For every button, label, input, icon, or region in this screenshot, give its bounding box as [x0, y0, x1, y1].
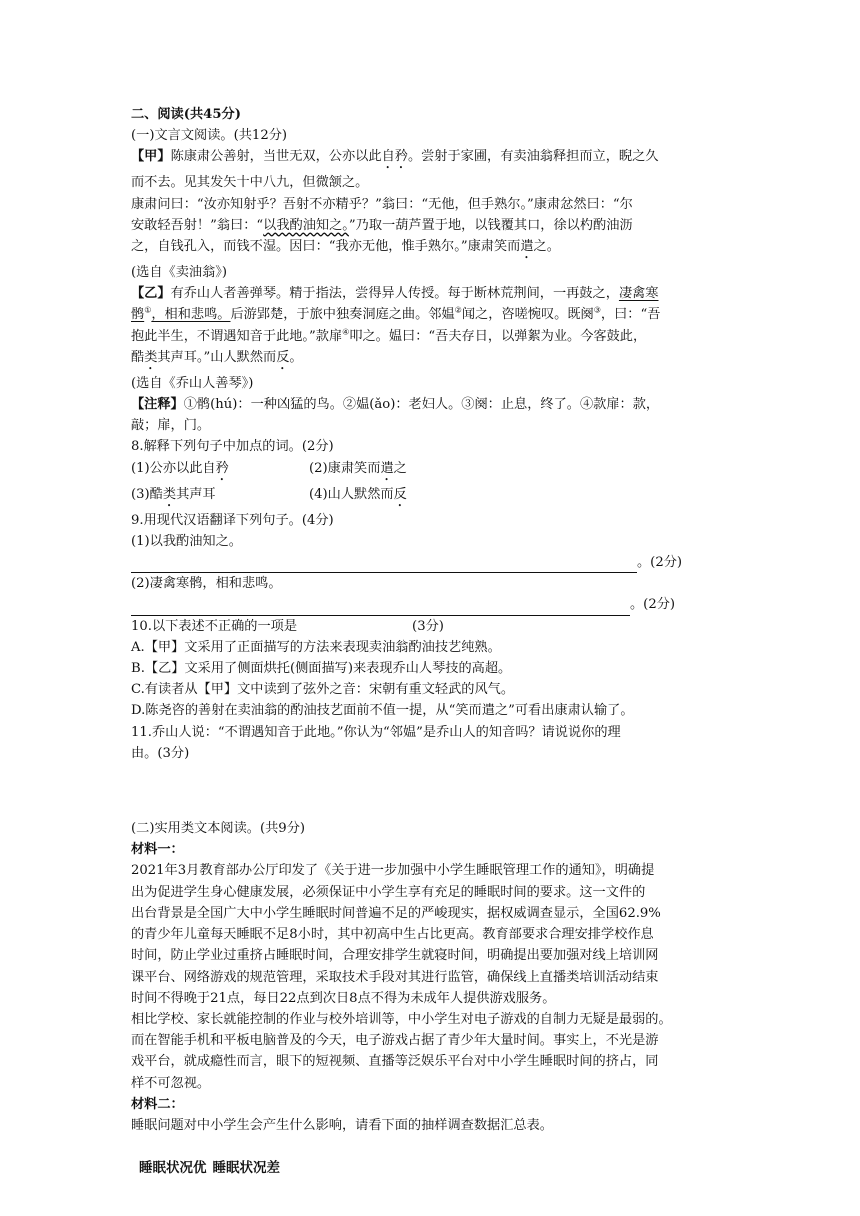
question-9-stem: 9.用现代汉语翻译下列句子。(4分) — [131, 512, 334, 528]
passage-yi-label: 【乙】 — [131, 286, 171, 302]
passage-yi-line-4: 酷类其声耳。”山人默然而反。 — [131, 349, 303, 365]
passage-jia-line-2: 而不去。见其发矢十中八九，但微颔之。 — [131, 175, 369, 191]
option-d: D.陈尧咨的善射在卖油翁的酌油技艺面前不值一提，从“笑而遣之”可看出康肃认输了。 — [131, 703, 634, 719]
answer-blank-2[interactable] — [131, 600, 630, 616]
dotted-word: 遣 — [520, 239, 534, 255]
material-1-line-2: 出为促进学生身心健康发展，必须保证中小学生享有充足的睡眠时间的要求。这一文件的 — [131, 884, 646, 900]
section-title: 二、阅读(共45分) — [131, 107, 241, 122]
dotted-word: 遣 — [380, 460, 394, 476]
dotted-word: 类 — [162, 486, 177, 502]
question-8-row-2: (3)酷类其声耳 (4)山人默然而反 — [131, 486, 407, 502]
question-11-line-1: 11.乔山人说：“不谓遇知音于此地。”你认为“邻媪”是乔山人的知音吗？请说说你的理 — [131, 724, 621, 740]
material-1-line-4: 的青少年儿童每天睡眠不足8小时，其中初高中生占比更高。教育部要求合理安排学校作息 — [131, 927, 654, 943]
question-9-sentence-1: (1)以我酌油知之。 — [131, 533, 242, 549]
question-8-row-1: (1)公亦以此自矜 (2)康肃笑而遣之 — [131, 460, 407, 476]
material-1-line-10: 戏平台，就成瘾性而言，眼下的短视频、直播等泛娱乐平台对中小学生睡眠时间的挤占，同 — [131, 1054, 659, 1070]
passage-jia-line-3: 康肃问曰：“汝亦知射乎？吾射不亦精乎？”翁曰：“无他，但手熟尔。”康肃忿然曰：“尔 — [131, 196, 633, 212]
table-header-good: 睡眠状况优 — [139, 1160, 207, 1177]
answer-blank-1[interactable] — [131, 557, 637, 573]
material-1-line-1: 2021年3月教育部办公厅印发了《关于进一步加强中小学生睡眠管理工作的通知》，明确提 — [131, 863, 655, 879]
dotted-word: 反 — [393, 486, 407, 502]
notes-line-2: 敲；扉，门。 — [131, 418, 211, 434]
material-2-line-1: 睡眠问题对中小学生会产生什么影响，请看下面的抽样调查数据汇总表。 — [131, 1117, 553, 1133]
material-1-line-9: 而在智能手机和平板电脑普及的今天，电子游戏占据了青少年大量时间。事实上，不光是游 — [131, 1033, 659, 1049]
option-b: B.【乙】文采用了侧面烘托(侧面描写)来表现乔山人琴技的高超。 — [131, 661, 512, 677]
passage-yi-line-1: 【乙】有乔山人者善弹琴。精于指法，尝得异人传授。每于断林荒荆间，一再鼓之，凄禽寒 — [131, 286, 659, 302]
passage-yi-source: (选自《乔山人善琴》) — [131, 375, 254, 391]
question-10-stem: 10.以下表述不正确的一项是 (3分) — [131, 618, 444, 634]
question-9-sentence-2: (2)凄禽寒鹘，相和悲鸣。 — [131, 576, 282, 592]
part2-title: (二)实用类文本阅读。(共9分) — [131, 821, 306, 837]
dotted-word: 反 — [276, 349, 290, 365]
material-1-label: 材料一： — [131, 842, 184, 858]
passage-jia-label: 【甲】 — [131, 149, 171, 165]
answer-space — [131, 764, 731, 818]
material-1-line-3: 出台背景是全国广大中小学生睡眠时间普遍不足的严峻现实，据权威调查显示，全国62.9% — [131, 905, 661, 921]
dotted-word: 自矜 — [381, 149, 408, 165]
dotted-word: 类 — [144, 349, 158, 365]
question-11-line-2: 由。(3分) — [131, 745, 190, 761]
dotted-word: 矜 — [215, 460, 229, 476]
answer-line-1: 。(2分) — [131, 552, 731, 573]
part1-title: (一)文言文阅读。(共12分) — [131, 128, 288, 144]
table-header — [139, 1156, 731, 1176]
passage-jia-line-1: 【甲】陈康肃公善射，当世无双，公亦以此自矜。尝射于家圃，有卖油翁释担而立，睨之久 — [131, 149, 659, 165]
material-1-line-5: 时间，防止学业过重挤占睡眠时间，合理安排学生就寝时间，明确提出要加强对线上培训网 — [131, 948, 659, 964]
option-a: A.【甲】文采用了正面描写的方法来表现卖油翁酌油技艺纯熟。 — [131, 639, 501, 655]
passage-jia-line-5: 之，自钱孔入，而钱不湿。因曰：“我亦无他，惟手熟尔。”康肃笑而遣之。 — [131, 239, 560, 255]
underlined-sentence: 以我酌油知之。 — [263, 217, 349, 233]
answer-line-2: 。(2分) — [131, 594, 731, 615]
passage-jia-line-4: 安敢轻吾射！”翁曰：“以我酌油知之。”乃取一葫芦置于地，以钱覆其口，徐以杓酌油沥 — [131, 217, 633, 233]
notes-line-1: 【注释】①鹘(hú)：一种凶猛的鸟。②媪(ǎo)：老妇人。③阕：止息，终了。④款扉：款， — [131, 397, 660, 413]
passage-yi-line-3: 抱此半生，不谓遇知音于此地。”款扉④叩之。媪曰：“吾夫存日，以弹絮为业。今客鼓此， — [131, 327, 647, 344]
option-c: C.有读者从【甲】文中读到了弦外之音：宋朝有重文轻武的风气。 — [131, 682, 515, 698]
exam-page — [131, 104, 731, 1176]
passage-yi-line-2: 鹘①，相和悲鸣。后游郢楚，于旅中独奏洞庭之曲。邻媪②闻之，咨嗟惋叹。既阕③，曰：“吾 — [131, 306, 661, 323]
passage-jia-source: (选自《卖油翁》) — [131, 265, 228, 281]
notes-label: 【注释】 — [131, 397, 184, 413]
material-1-line-11: 样不可忽视。 — [131, 1075, 211, 1091]
material-1-line-7: 时间不得晚于21点，每日22点到次日8点不得为未成年人提供游戏服务。 — [131, 990, 556, 1006]
underlined-sentence: 凄禽寒 — [618, 286, 659, 302]
material-1-line-6: 课平台、网络游戏的规范管理，采取技术手段对其进行监管，确保线上直播类培训活动结束 — [131, 969, 659, 985]
material-2-label: 材料二： — [131, 1096, 184, 1112]
table-header-bad: 睡眠状况差 — [212, 1160, 280, 1177]
question-8-stem: 8.解释下列句子中加点的词。(2分) — [131, 439, 334, 455]
material-1-line-8: 相比学校、家长就能控制的作业与校外培训等，中小学生对电子游戏的自制力无疑是最弱的。 — [131, 1011, 672, 1027]
